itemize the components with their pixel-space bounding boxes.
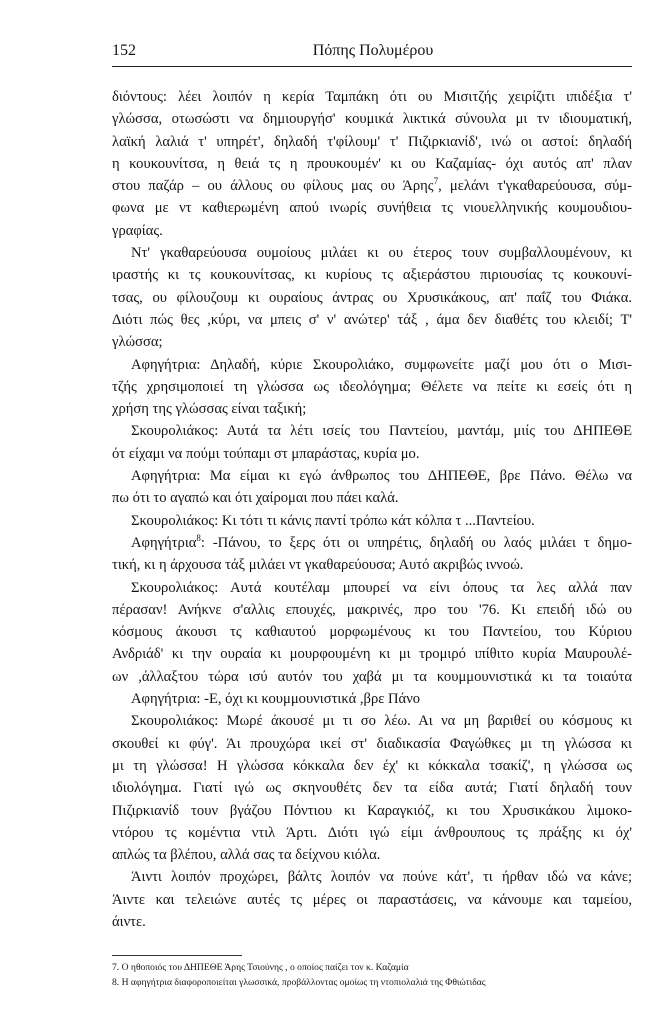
text-line: ιραστής κι τς κουκουνίτσας, κι κυρίους τς αξιεράστου πιριουσίας τς κουκουνί- xyxy=(112,267,632,284)
text-line: Ντ' γκαθαρεύουσα ουμοίους μιλάει κι ου έτερος τουν συμβαλλουμένουν, κι xyxy=(131,245,632,262)
text-line: Άιντε και τελειώνε αυτές τς μέρες οι παραστάσεις, να κάνουμε και ταμείου, xyxy=(112,891,632,908)
text-line: τική, κι η άρχουσα τάξ μιλάει ντ γκαθαρεύουσα; Αυτό ακριβώς ιννοώ. xyxy=(112,557,524,574)
text-line: γραφίας. xyxy=(112,222,163,239)
header-rule xyxy=(112,66,632,67)
text-line: Ανδριάδ' κι την ουραία κι μουρφουμένη κι μι τρομιρό ιπίθιτο κυρία Μαυρουλέ- xyxy=(112,646,632,663)
text-fragment: , μελάνι τ'γκαθαρεύουσα, σύμ- xyxy=(438,178,632,195)
text-line: άιντε. xyxy=(112,913,146,930)
body-text xyxy=(112,86,632,933)
text-line: σκουθεί κι φύγ'. Άι πρoυχώρα ικεί στ' διαδικασία Φαγώθκες μι τη γλώσσα κι xyxy=(112,735,632,752)
footnote-rule xyxy=(112,955,242,956)
text-line: πέρασαν! Ανήκνε σ'αλλις επουχές, μακρινές, προ του '76. Κι επειδή ιδώ ου xyxy=(112,601,632,618)
text-line: γλώσσα, οτωσώστι να δημιουργήσ' κουμικά λικτικά σύνουλα μι τν ιδιουματική, xyxy=(112,111,632,128)
text-line: λαϊκή λαλιά τ' υπηρέτ', δηλαδή τ'φίλουμ' τ' Πιζιρκιανίδ', ινώ οι αστοί: δηλαδή xyxy=(112,133,632,150)
footnote-ref: 8 xyxy=(196,533,201,544)
text-line: μι τη γλώσσα! Η γλώσσα κόκκαλα δεν έχ' κι κόκκαλα τσακίζ', η γλώσσα ως xyxy=(112,757,632,774)
text-line: Σκουρολιάκος: Κι τότι τι κάνις παντί τρόπω κάτ κόλπα τ ...Παντείου. xyxy=(131,512,535,529)
text-line: Άιντι λοιπόν προχώρει, βάλτς λοιπόν να πούνε κάτ', τι ήρθαν ιδώ να κάνε; xyxy=(131,869,632,886)
text-line: τσας, ου φίλουζουμ κι ουραίους άντρας ου Χρυσικάκους, απ' παΐζ του Φιάκα. xyxy=(112,289,632,306)
text-line: κόσμους άκουσι τς καθιαυτού μορφωμένους κι του Παντείου, του Κύριου xyxy=(112,624,632,641)
text-line xyxy=(112,532,632,554)
text-fragment: στου παζάρ – ου άλλους ου φίλους μας ου Άρης xyxy=(112,178,434,195)
running-title: Πόπης Πολυμέρου xyxy=(312,42,434,59)
text-line: διόντους: λέει λοιπόν η κερία Ταμπάκη ότι ου Μισιτζής χειρίζιτι ιπιδέξια τ' xyxy=(112,89,632,105)
text-line: Σκουρολιάκος: Αυτά κουτέλαμ μπουρεί να είνι όπους τα λες αλλά παν xyxy=(131,579,632,596)
text-line: χρήση της γλώσσας είναι ταξική; xyxy=(112,401,307,418)
text-line: η κουκουνίτσα, η θειά τς η πρoυκουμέν' κι ου Καζαμίας- όχι αυτός απ' πλαν xyxy=(112,155,632,172)
text-line: πω ότι το αγαπώ και ότι χαίρομαι που πάει καλά. xyxy=(112,490,399,507)
text-line: ότ είχαμι να πούμι τούπαμι στ μπαράστας, κυρία μο. xyxy=(112,445,420,462)
text-line: φωνα με ντ καθιερωμένη απού ινωρίς συνήθεια τς νιουελληνικής κουμουδιου- xyxy=(112,200,632,217)
footnote: 8. Η αφηγήτρια διαφοροποιείται γλωσσικά, προβάλλοντας ομοίως τη ντοπιολαλιά της Φθιώτιδας xyxy=(112,976,486,988)
text-line: Αφηγήτρια: Δηλαδή, κύριε Σκουρολιάκο, συμφωνείτε μαζί μου ότι ο Μισι- xyxy=(131,356,632,373)
text-line: Αφηγήτρια: -Ε, όχι κι κουμμουνιστικά ,βρε Πάνο xyxy=(131,691,421,708)
speaker-label: Αφηγήτρια xyxy=(131,534,197,551)
footnote: 7. Ο ηθοποιός του ΔΗΠΕΘΕ Άρης Τσιούνης , ο οποίος παίζει τον κ. Καζαμία xyxy=(112,962,409,973)
text-line: ιδιολόγημα. Γιατί ιγώ ως σκηνουθέτς δεν τα είδα αυτά; Γιατί δηλαδή τουν xyxy=(112,780,632,797)
text-line: Σκουρολιάκος: Μωρέ άκουσέ μι τι σο λέω. Αι να μη βαριθεί ου κόσμους κι xyxy=(131,713,632,730)
footnotes xyxy=(112,961,632,990)
text-line: ντόρου τς κομέντια ντιλ Άρτι. Διότι ιγώ είμι άνθρουπους τς πράξης κι όχ' xyxy=(112,824,632,841)
text-line: τζής χρησιμοποιεί τη γλώσσα ως ιδεολόγημα; Θέλετε να πείτε κι εσείς ότι η xyxy=(112,378,632,395)
text-line: απλώς τα βλέπου, αλλά σας τα δείχνου κιόλα. xyxy=(112,847,381,864)
text-line xyxy=(112,175,632,197)
page-header xyxy=(112,42,634,66)
text-line: Πιζιρκιανίδ τουν βγάζου Πόντιου κι Καραγκιόζ, κι του Χρυσικάκου λιμοκο- xyxy=(112,802,632,819)
text-fragment: : -Πάνου, το ξερς ότι οι υπηρέτις, δηλαδή ου λαός μιλάει τ δημο- xyxy=(200,534,632,551)
text-line: γλώσσα; xyxy=(112,334,163,351)
text-line: Διότι πώς θες ,κύρι, να μπεις σ' ν' ανώτερ' τάξ , άμα δεν διαθέτς του κλειδί; Τ' xyxy=(112,311,632,328)
page-number: 152 xyxy=(112,42,136,59)
text-line: ων ,άλλαξτου τώρα ισύ αυτόν του χαβά μι τα κουμμουνιστικά κι τα τοιαύτα xyxy=(112,668,632,685)
footnote-ref: 7 xyxy=(433,176,439,187)
text-line: Σκουρολιάκος: Αυτά τα λέτι ισείς του Παντείου, μαντάμ, μιίς του ΔΗΠΕΘΕ xyxy=(131,423,632,440)
text-line: Αφηγήτρια: Μα είμαι κι εγώ άνθρωπος του ΔΗΠΕΘΕ, βρε Πάνο. Θέλω να xyxy=(131,468,632,485)
